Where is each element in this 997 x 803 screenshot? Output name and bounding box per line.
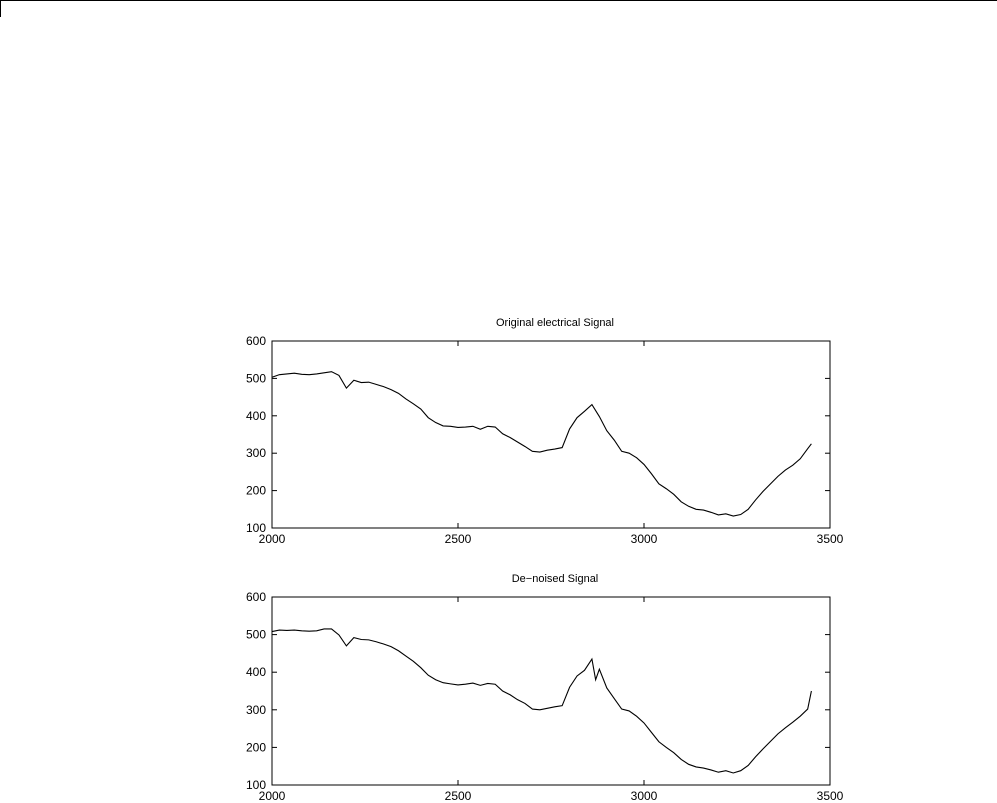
chart-title: De−noised Signal: [511, 573, 599, 585]
chart-title: Original electrical Signal: [496, 317, 614, 329]
y-tick-label: 400: [245, 408, 266, 423]
y-tick-label: 600: [245, 590, 266, 604]
x-tick-label: 3000: [630, 532, 658, 546]
y-tick-label: 200: [245, 483, 266, 498]
y-tick-label: 300: [245, 702, 266, 717]
chart-original-signal: [246, 317, 844, 546]
y-tick-label: 400: [245, 665, 266, 680]
y-tick-label: 100: [245, 521, 266, 535]
y-tick-label: 500: [245, 627, 266, 642]
plot-area: [272, 597, 830, 785]
x-tick-label: 3500: [816, 789, 844, 803]
y-tick-label: 500: [245, 371, 266, 386]
plot-area: [272, 341, 830, 528]
x-tick-label: 2000: [258, 789, 286, 803]
y-tick-label: 200: [245, 740, 266, 755]
y-tick-label: 100: [245, 778, 266, 792]
x-tick-label: 3500: [816, 532, 844, 546]
x-tick-label: 2500: [444, 789, 472, 803]
y-tick-label: 600: [245, 334, 266, 348]
x-tick-label: 2500: [444, 532, 472, 546]
chart-denoised-signal: [246, 573, 844, 803]
y-tick-label: 300: [245, 446, 266, 461]
x-tick-label: 3000: [630, 789, 658, 803]
x-tick-label: 2000: [258, 532, 286, 546]
